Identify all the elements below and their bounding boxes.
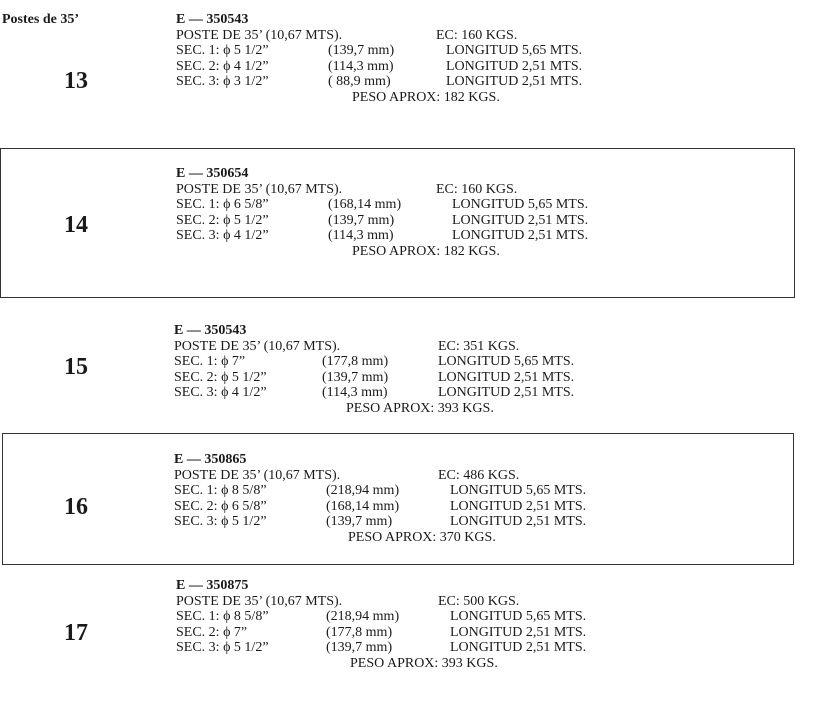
entry-number: 16 bbox=[64, 494, 88, 520]
page-header: Postes de 35’ bbox=[2, 12, 79, 27]
section-label: SEC. 1: ϕ 7” bbox=[174, 354, 246, 369]
section-label: SEC. 1: ϕ 5 1/2” bbox=[176, 43, 269, 58]
pole-spec bbox=[176, 578, 776, 671]
product-code: E — 350543 bbox=[176, 12, 249, 27]
pole-description: POSTE DE 35’ (10,67 MTS). bbox=[176, 27, 343, 43]
approx-weight: PESO APROX: 393 KGS. bbox=[346, 400, 494, 416]
section-length: LONGITUD 5,65 MTS. bbox=[450, 609, 587, 624]
ec-load: EC: 500 KGS. bbox=[438, 593, 520, 609]
section-diameter: (218,94 mm) bbox=[326, 609, 400, 624]
section-diameter: (177,8 mm) bbox=[326, 624, 393, 640]
section-diameter: (139,7 mm) bbox=[328, 212, 395, 228]
section-length: LONGITUD 2,51 MTS. bbox=[446, 58, 583, 74]
section-label: SEC. 2: ϕ 5 1/2” bbox=[174, 369, 267, 385]
entry-number: 17 bbox=[64, 620, 88, 646]
section-diameter: (139,7 mm) bbox=[326, 640, 393, 655]
section-label: SEC. 3: ϕ 4 1/2” bbox=[176, 228, 269, 243]
entry-number: 14 bbox=[64, 212, 88, 238]
section-length: LONGITUD 2,51 MTS. bbox=[452, 212, 589, 228]
section-length: LONGITUD 2,51 MTS. bbox=[446, 74, 583, 89]
pole-spec bbox=[176, 166, 776, 259]
section-diameter: (177,8 mm) bbox=[322, 354, 389, 369]
section-label: SEC. 2: ϕ 4 1/2” bbox=[176, 58, 269, 74]
ec-load: EC: 160 KGS. bbox=[436, 181, 518, 197]
section-length: LONGITUD 2,51 MTS. bbox=[450, 624, 587, 640]
section-diameter: (139,7 mm) bbox=[328, 43, 395, 58]
section-diameter: (139,7 mm) bbox=[326, 514, 393, 529]
section-length: LONGITUD 2,51 MTS. bbox=[438, 369, 575, 385]
section-diameter: (114,3 mm) bbox=[328, 228, 394, 243]
approx-weight: PESO APROX: 182 KGS. bbox=[352, 89, 500, 105]
ec-load: EC: 486 KGS. bbox=[438, 467, 520, 483]
section-label: SEC. 1: ϕ 8 5/8” bbox=[174, 483, 267, 498]
section-label: SEC. 1: ϕ 8 5/8” bbox=[176, 609, 269, 624]
approx-weight: PESO APROX: 182 KGS. bbox=[352, 243, 500, 259]
section-length: LONGITUD 5,65 MTS. bbox=[438, 354, 575, 369]
section-diameter: ( 88,9 mm) bbox=[328, 74, 391, 89]
section-length: LONGITUD 2,51 MTS. bbox=[450, 640, 587, 655]
section-diameter: (218,94 mm) bbox=[326, 483, 400, 498]
pole-description: POSTE DE 35’ (10,67 MTS). bbox=[176, 181, 343, 197]
approx-weight: PESO APROX: 370 KGS. bbox=[348, 529, 496, 545]
pole-description: POSTE DE 35’ (10,67 MTS). bbox=[176, 593, 343, 609]
section-length: LONGITUD 2,51 MTS. bbox=[450, 498, 587, 514]
ec-load: EC: 160 KGS. bbox=[436, 27, 518, 43]
section-length: LONGITUD 2,51 MTS. bbox=[438, 385, 575, 400]
product-code: E — 350865 bbox=[174, 452, 247, 467]
section-diameter: (114,3 mm) bbox=[328, 58, 394, 74]
section-diameter: (139,7 mm) bbox=[322, 369, 389, 385]
section-length: LONGITUD 2,51 MTS. bbox=[450, 514, 587, 529]
pole-spec bbox=[174, 323, 774, 416]
section-label: SEC. 2: ϕ 6 5/8” bbox=[174, 498, 267, 514]
section-length: LONGITUD 5,65 MTS. bbox=[452, 197, 589, 212]
product-code: E — 350875 bbox=[176, 578, 249, 593]
pole-description: POSTE DE 35’ (10,67 MTS). bbox=[174, 467, 341, 483]
pole-spec bbox=[176, 12, 776, 105]
product-code: E — 350543 bbox=[174, 323, 247, 338]
pole-spec bbox=[174, 452, 774, 545]
section-label: SEC. 2: ϕ 7” bbox=[176, 624, 248, 640]
pole-description: POSTE DE 35’ (10,67 MTS). bbox=[174, 338, 341, 354]
section-length: LONGITUD 2,51 MTS. bbox=[452, 228, 589, 243]
section-label: SEC. 3: ϕ 3 1/2” bbox=[176, 74, 269, 89]
section-diameter: (168,14 mm) bbox=[328, 197, 402, 212]
product-code: E — 350654 bbox=[176, 166, 249, 181]
section-label: SEC. 3: ϕ 5 1/2” bbox=[176, 640, 269, 655]
section-label: SEC. 3: ϕ 4 1/2” bbox=[174, 385, 267, 400]
entry-number: 15 bbox=[64, 354, 88, 380]
entry-number: 13 bbox=[64, 68, 88, 94]
section-label: SEC. 3: ϕ 5 1/2” bbox=[174, 514, 267, 529]
section-length: LONGITUD 5,65 MTS. bbox=[446, 43, 583, 58]
section-label: SEC. 1: ϕ 6 5/8” bbox=[176, 197, 269, 212]
ec-load: EC: 351 KGS. bbox=[438, 338, 520, 354]
section-diameter: (114,3 mm) bbox=[322, 385, 388, 400]
section-diameter: (168,14 mm) bbox=[326, 498, 400, 514]
approx-weight: PESO APROX: 393 KGS. bbox=[350, 655, 498, 671]
section-label: SEC. 2: ϕ 5 1/2” bbox=[176, 212, 269, 228]
section-length: LONGITUD 5,65 MTS. bbox=[450, 483, 587, 498]
